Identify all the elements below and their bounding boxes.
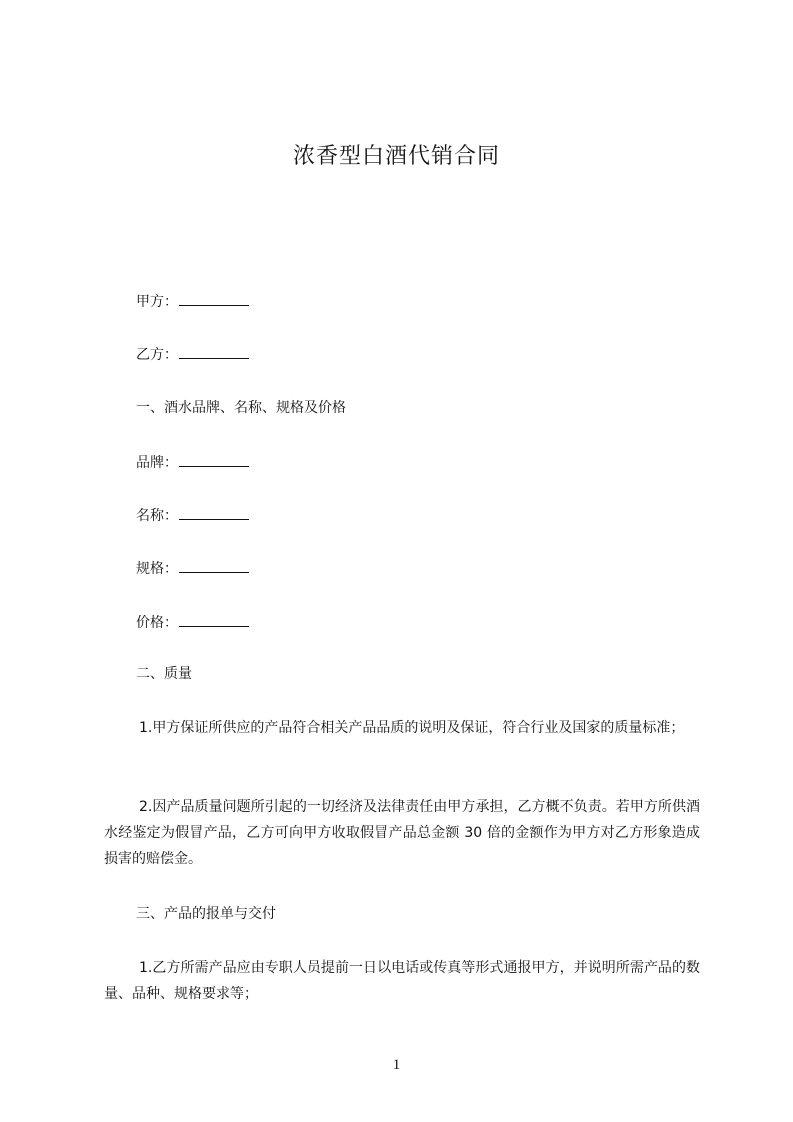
party-b-blank [179,344,249,359]
brand-blank [179,452,249,467]
document-title: 浓香型白酒代销合同 [292,144,500,169]
section3-item1 [104,955,700,1007]
section3-heading: 三、产品的报单与交付 [136,906,276,922]
party-a-line [136,291,249,312]
price-line [136,612,249,633]
brand-line [136,452,249,473]
section3-item1-text: 1.乙方所需产品应由专职人员提前一日以电话或传真等形式通报甲方，并说明所需产品的数量、品种、规格要求等； [104,960,700,1002]
section1-heading: 一、酒水品牌、名称、规格及价格 [136,400,346,416]
name-blank [179,505,249,520]
party-b-line [136,344,249,365]
spec-line [136,558,249,579]
name-label: 名称： [136,508,178,524]
party-b-label: 乙方： [136,347,178,363]
section2-heading: 二、质量 [136,666,192,682]
price-label: 价格： [136,615,178,631]
price-blank [179,612,249,627]
name-line [136,505,249,526]
section2-item1 [104,715,700,741]
party-a-blank [179,291,249,306]
page-number: 1 [392,1057,401,1073]
party-a-label: 甲方： [136,294,178,310]
section2-item1-text: 1.甲方保证所供应的产品符合相关产品品质的说明及保证，符合行业及国家的质量标准； [139,720,685,736]
brand-label: 品牌： [136,455,178,471]
section2-item2-text: 2.因产品质量问题所引起的一切经济及法律责任由甲方承担，乙方概不负责。若甲方所供酒水经鉴定为假冒产品，乙方可向甲方收取假冒产品总金额 30 倍的金额作为甲方对乙方形象造成损害的赔偿金。 [104,799,700,867]
spec-label: 规格： [136,561,178,577]
section2-item2 [104,794,700,872]
spec-blank [179,558,249,573]
